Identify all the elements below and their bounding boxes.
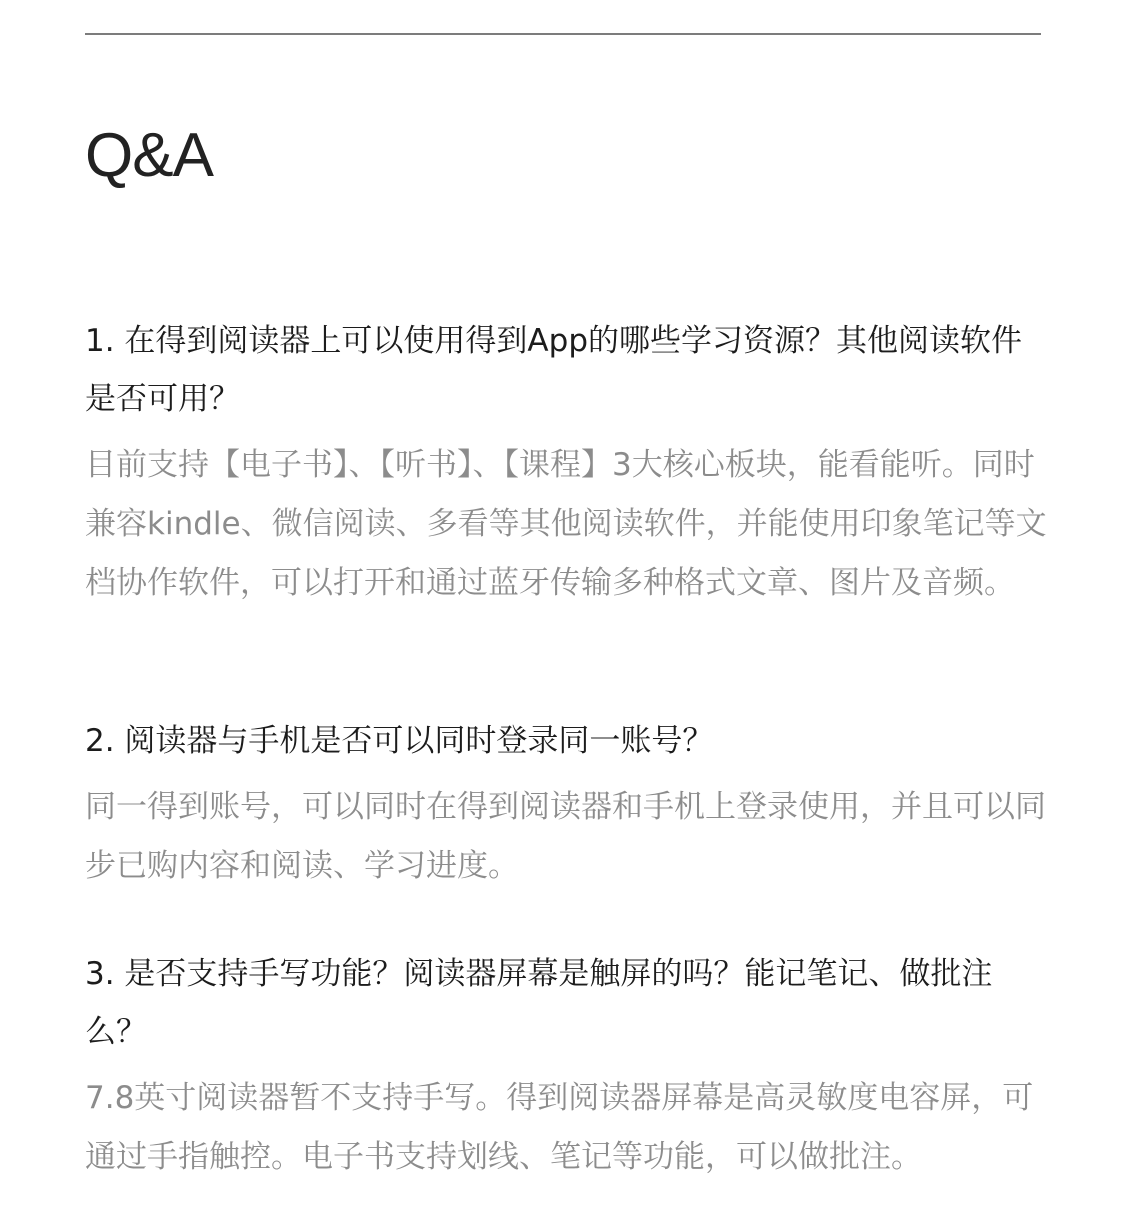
qa-item-2	[85, 712, 1047, 896]
qa-question-2: 2. 阅读器与手机是否可以同时登录同一账号？	[85, 723, 714, 759]
qa-question-1: 1. 在得到阅读器上可以使用得到App的哪些学习资源？其他阅读软件是否可用？	[85, 323, 1022, 417]
qa-question-3: 3. 是否支持手写功能？阅读器屏幕是触屏的吗？能记笔记、做批注么？	[85, 956, 993, 1050]
page-title: Q&A	[85, 121, 213, 190]
qa-item-3	[85, 945, 1047, 1187]
top-divider	[85, 33, 1041, 35]
qa-answer-2: 同一得到账号，可以同时在得到阅读器和手机上登录使用，并且可以同步已购内容和阅读、学习进度。	[85, 789, 1046, 884]
qa-item-1	[85, 312, 1047, 613]
qa-answer-1: 目前支持【电子书】、【听书】、【课程】3大核心板块，能看能听。同时兼容kindle、微信阅读、多看等其他阅读软件，并能使用印象笔记等文档协作软件，可以打开和通过蓝牙传输多种格式文章、图片及音频。	[85, 447, 1047, 601]
qa-answer-3: 7.8英寸阅读器暂不支持手写。得到阅读器屏幕是高灵敏度电容屏，可通过手指触控。电子书支持划线、笔记等功能，可以做批注。	[85, 1080, 1034, 1175]
